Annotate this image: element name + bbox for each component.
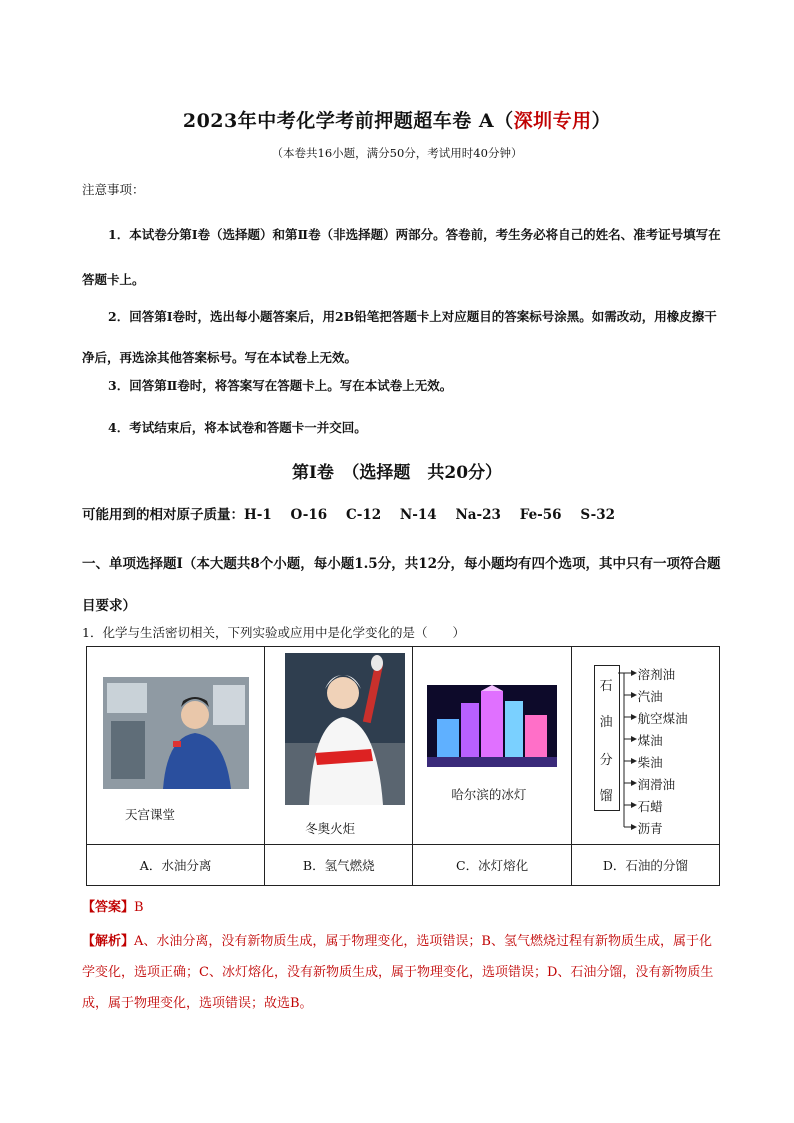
torch-bearer-photo-icon <box>285 653 405 805</box>
analysis-text: A、水油分离，没有新物质生成，属于物理变化，选项错误；B、氢气燃烧过程有新物质生成，属于化学变化，选项正确；C、冰灯熔化，没有新物质生成，属于物理变化，选项错误；D、石油分馏，没有新物质生成，属于物理变化，选项错误；故选B。 <box>82 934 714 1011</box>
distillation-product: 石蜡 <box>637 799 663 814</box>
title-end: ） <box>591 110 612 132</box>
ice-lantern-photo-icon <box>427 685 557 767</box>
distillation-source-3: 分 <box>599 753 613 768</box>
option-a: A．水油分离 <box>87 845 265 886</box>
analysis-label: 【解析】 <box>82 934 135 949</box>
answer-label: 【答案】 <box>82 900 135 915</box>
option-c-caption: 哈尔滨的冰灯 <box>451 787 527 802</box>
title-region: 深圳专用 <box>513 110 592 132</box>
option-d: D．石油的分馏 <box>571 845 719 886</box>
option-a-image-cell <box>87 647 265 845</box>
option-b-caption: 冬奥火炬 <box>305 821 356 836</box>
option-c: C．冰灯熔化 <box>413 845 571 886</box>
title-main: 2023年中考化学考前押题超车卷 A（ <box>182 110 514 132</box>
notice-item-1: 1．本试卷分第Ⅰ卷（选择题）和第Ⅱ卷（非选择题）两部分。答卷前，考生务必将自己的姓名、准考证号填写在答题卡上。 <box>82 227 721 287</box>
section-title: 第Ⅰ卷 （选择题 共20分） <box>291 463 503 483</box>
notice-heading: 注意事项： <box>82 182 145 197</box>
exam-info: （本卷共16小题，满分50分，考试用时40分钟） <box>271 146 523 160</box>
page-title <box>0 106 794 133</box>
distillation-product: 沥青 <box>637 821 663 836</box>
question-table <box>86 646 720 886</box>
distillation-product: 汽油 <box>637 689 663 704</box>
option-b-image-cell <box>265 647 413 845</box>
answer-line <box>82 896 144 915</box>
distillation-source-1: 石 <box>599 679 613 694</box>
part-title: 一、单项选择题Ⅰ（本大题共8个小题，每小题1.5分，共12分，每小题均有四个选项，其中只有一项符合题目要求） <box>82 556 721 614</box>
distillation-product: 润滑油 <box>637 777 676 792</box>
atomic-masses: 可能用到的相对原子质量：H-1 O-16 C-12 N-14 Na-23 Fe-56 S-32 <box>82 507 615 523</box>
analysis-paragraph <box>82 926 722 1019</box>
notice-item-4: 4．考试结束后，将本试卷和答题卡一并交回。 <box>108 420 367 435</box>
distillation-product: 煤油 <box>637 733 663 748</box>
distillation-product: 航空煤油 <box>637 711 688 726</box>
astronaut-photo-icon <box>103 677 249 789</box>
option-d-diagram-cell <box>571 647 719 845</box>
notice-item-2: 2．回答第Ⅰ卷时，选出每小题答案后，用2B铅笔把答题卡上对应题目的答案标号涂黑。如需改动，用橡皮擦干净后，再选涂其他答案标号。写在本试卷上无效。 <box>82 309 717 365</box>
distillation-product: 溶剂油 <box>637 667 676 682</box>
option-b: B．氢气燃烧 <box>265 845 413 886</box>
distillation-product: 柴油 <box>637 755 663 770</box>
option-c-image-cell <box>413 647 571 845</box>
question-stem: 1．化学与生活密切相关，下列实验或应用中是化学变化的是（ ） <box>82 625 465 640</box>
distillation-source-4: 馏 <box>599 789 613 804</box>
distillation-source-2: 油 <box>599 715 613 730</box>
option-a-caption: 天宫课堂 <box>125 807 176 822</box>
notice-item-3: 3．回答第Ⅱ卷时，将答案写在答题卡上。写在本试卷上无效。 <box>108 378 453 393</box>
answer-value: B <box>134 900 144 915</box>
